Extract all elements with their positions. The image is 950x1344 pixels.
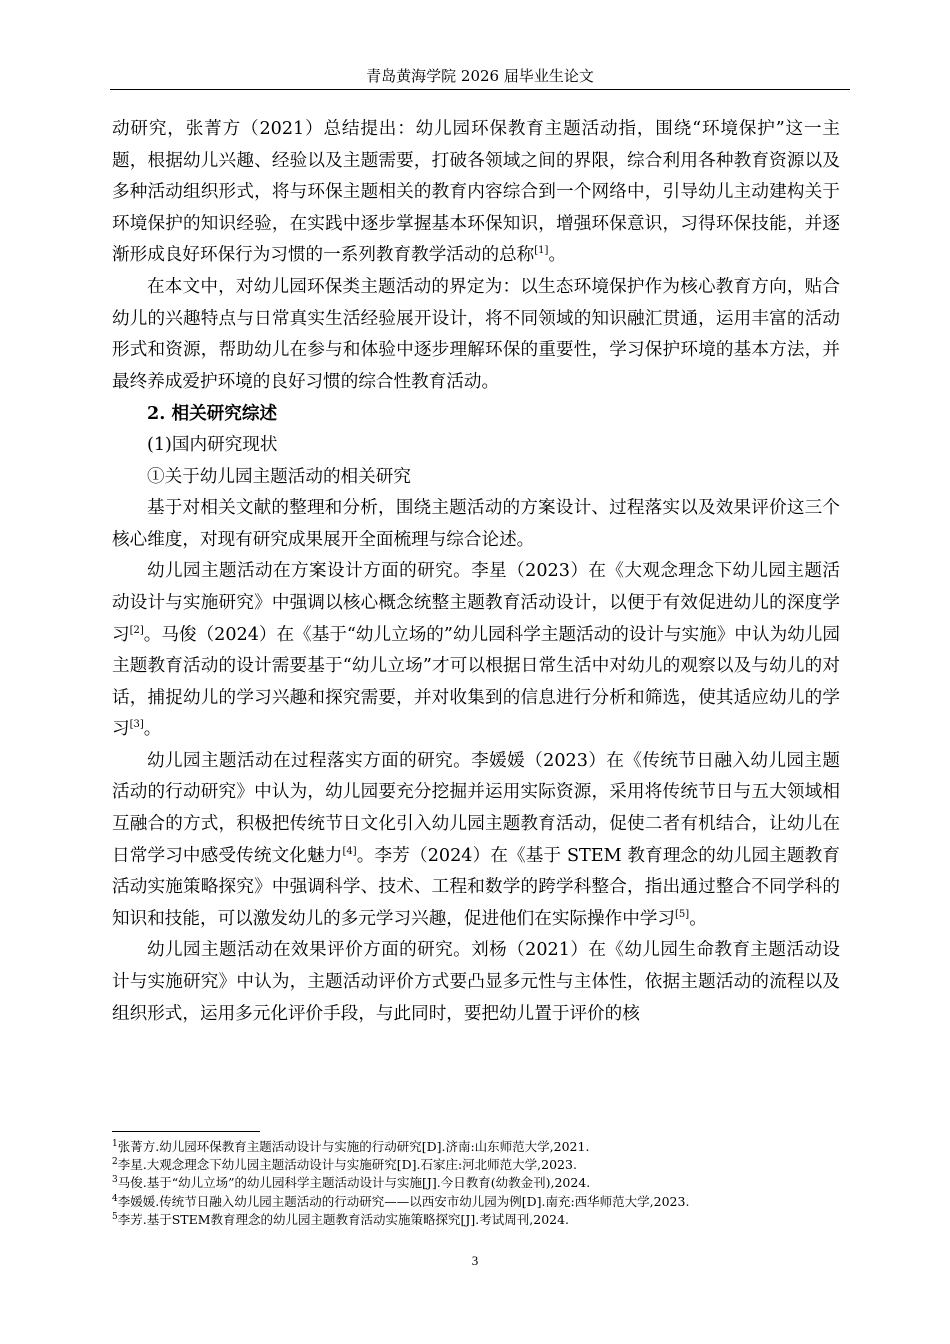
subsection-heading: (1)国内研究现状: [147, 434, 278, 455]
footnote-item: [112, 1174, 852, 1192]
footnote-mark: 1: [112, 1138, 118, 1149]
footnote-item: [112, 1138, 852, 1156]
section-heading: 2. 相关研究综述: [147, 403, 278, 425]
paragraph-tail: 。: [689, 908, 707, 929]
footnote-mark: 5: [112, 1211, 118, 1222]
page-number: 3: [471, 1253, 479, 1268]
paragraph-text: 幼儿园主题活动在过程落实方面的研究。李媛媛（2023）在《传统节日融入幼儿园主题活动的行动研究》中认为，幼儿园要充分挖掘并运用实际资源，采用将传统节日与五大领域相互融合的方式，积极把传统节日文化引入幼儿园主题教育活动，促使二者有机结合，让幼儿在日常学习中感受传统文化魅力: [112, 750, 840, 866]
paragraph-text: 动研究，张菁方（2021）总结提出：幼儿园环保教育主题活动指，围绕“环境保护”这一主题，根据幼儿兴趣、经验以及主题需要，打破各领域之间的界限，综合利用各种教育资源以及多种活动组织形式，将与环保主题相关的教育内容综合到一个网络中，引导幼儿主动建构关于环境保护的知识经验，在实践中逐步掌握基本环保知识，增强环保意识，习得环保技能，并逐渐形成良好环保行为习惯的一系列教育教学活动的总称: [112, 119, 840, 266]
citation-1[interactable]: [1]: [534, 245, 549, 257]
paragraph-tail: 。: [548, 245, 567, 266]
footnote-mark: 3: [112, 1175, 118, 1186]
citation-4[interactable]: [4]: [342, 845, 357, 857]
footnote-item: [112, 1193, 852, 1211]
footnote-mark: 4: [112, 1193, 118, 1204]
paragraph-2: 在本文中，对幼儿园环保类主题活动的界定为：以生态环境保护作为核心教育方向，贴合幼儿的兴趣特点与日常真实生活经验展开设计，将不同领域的知识融汇贯通，运用丰富的活动形式和资源，帮助幼儿在参与和体验中逐步理解环保的重要性，学习保护环境的基本方法，并最终养成爱护环境的良好习惯的综合性教育活动。: [112, 276, 840, 392]
paragraph-text: 幼儿园主题活动在方案设计方面的研究。李星（2023）在《大观念理念下幼儿园主题活动设计与实施研究》中强调以核心概念统整主题教育活动设计，以便于有效促进幼儿的深度学习: [112, 561, 840, 645]
footnote-mark: 2: [112, 1157, 118, 1168]
paragraph-4: [112, 556, 840, 746]
footnote-text: 李芳.基于STEM教育理念的幼儿园主题教育活动实施策略探究[J].考试周刊,2024.: [117, 1211, 570, 1227]
running-header: 青岛黄海学院 2026 届毕业生论文: [366, 67, 594, 85]
footnote-item: [112, 1211, 852, 1229]
footnote-rule: [112, 1131, 260, 1132]
paragraph-5: [112, 746, 840, 936]
citation-2[interactable]: [2]: [129, 624, 144, 636]
citation-3[interactable]: [3]: [129, 719, 144, 731]
paragraph-6: 幼儿园主题活动在效果评价方面的研究。刘杨（2021）在《幼儿园生命教育主题活动设计与实施研究》中认为，主题活动评价方式要凸显多元性与主体性，依据主题活动的流程以及组织形式，运用多元化评价手段，与此同时，要把幼儿置于评价的核: [112, 940, 840, 1024]
footnotes: [112, 1138, 852, 1229]
paragraph-text: 。马俊（2024）在《基于“幼儿立场的”幼儿园科学主题活动的设计与实施》中认为幼儿园主题教育活动的设计需要基于“幼儿立场”才可以根据日常生活中对幼儿的观察以及与幼儿的对话，捕捉幼儿的学习兴趣和探究需要，并对收集到的信息进行分析和筛选，使其适应幼儿的学习: [112, 624, 840, 740]
paragraph-tail: 。: [143, 719, 162, 740]
footnote-item: [112, 1156, 852, 1174]
paragraph-text: 。李芳（2024）在《基于 STEM 教育理念的幼儿园主题教育活动实施策略探究》中强调科学、技术、工程和数学的跨学科整合，指出通过整合不同学科的知识和技能，可以激发幼儿的多元学习兴趣，促进他们在实际操作中学习: [112, 845, 840, 929]
header-rule: [110, 89, 850, 90]
footnote-text: 马俊.基于“幼儿立场”的幼儿园科学主题活动设计与实施[J].今日教育(幼教金刊),2024.: [117, 1175, 591, 1191]
paragraph-1: [112, 114, 840, 272]
citation-5[interactable]: [5]: [675, 908, 690, 920]
paragraph-3: 基于对相关文献的整理和分析，围绕主题活动的方案设计、过程落实以及效果评价这三个核心维度，对现有研究成果展开全面梳理与综合论述。: [112, 498, 840, 550]
sub-subsection-heading: ①关于幼儿园主题活动的相关研究: [147, 466, 411, 487]
body-text: [112, 114, 840, 1030]
footnote-text: 李媛媛.传统节日融入幼儿园主题活动的行动研究——以西安市幼儿园为例[D].南充:西华师范大学,2023.: [117, 1193, 690, 1209]
footnote-text: 张菁方.幼儿园环保教育主题活动设计与实施的行动研究[D].济南:山东师范大学,2021.: [117, 1139, 590, 1154]
footnote-text: 李星.大观念理念下幼儿园主题活动设计与实施研究[D].石家庄:河北师范大学,2023.: [117, 1157, 577, 1173]
